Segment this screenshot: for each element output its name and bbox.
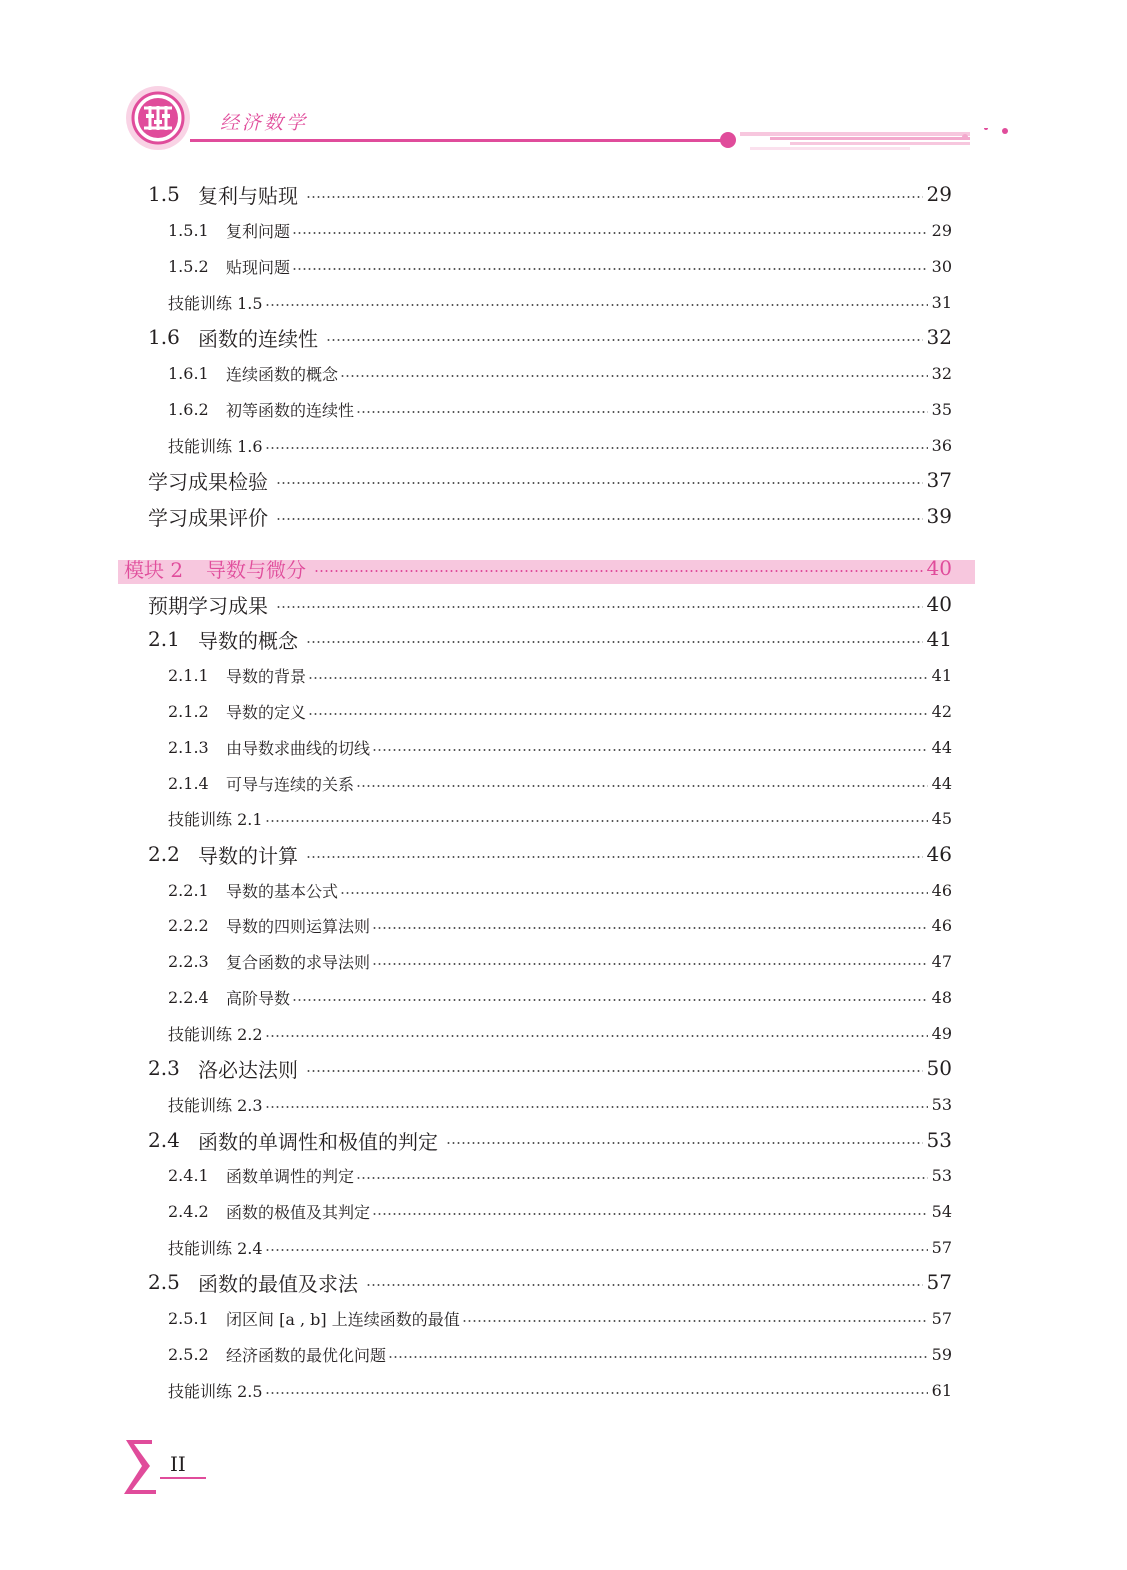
toc-entry-title: 闭区间 [a , b] 上连续函数的最值	[226, 1309, 460, 1329]
toc-entry-page: 49	[931, 1023, 952, 1043]
toc-dot-leader	[265, 284, 928, 320]
toc-entry-title: 复利问题	[226, 221, 291, 241]
toc-entry-number: 2.5.1	[168, 1308, 209, 1328]
toc-dot-leader	[292, 248, 928, 284]
toc-entry-page: 42	[931, 701, 952, 721]
toc-dot-leader	[372, 729, 928, 765]
toc-entry-number: 1.5.2	[168, 256, 209, 276]
toc-entry-number: 2.2.3	[168, 951, 209, 971]
toc-dot-leader	[276, 462, 923, 498]
toc-entry-line	[168, 1157, 952, 1193]
toc-entry-number: 1.5.1	[168, 220, 209, 240]
toc-entry-number: 2.1.4	[168, 773, 209, 793]
toc-dot-leader	[265, 1015, 928, 1051]
toc-entry[interactable]	[0, 1157, 1127, 1193]
toc-entry[interactable]	[0, 657, 1127, 693]
toc-entry-line	[168, 1193, 952, 1229]
toc-dot-leader	[372, 943, 928, 979]
toc-entry-line	[168, 1300, 952, 1336]
toc-entry-page: 41	[931, 665, 952, 685]
toc-entry-page: 48	[931, 987, 952, 1007]
toc-entry-page: 29	[931, 220, 952, 240]
toc-entry-line	[168, 1229, 952, 1265]
toc-entry[interactable]	[0, 498, 1127, 534]
toc-entry-number: 1.6	[148, 325, 180, 349]
toc-entry-title: 复合函数的求导法则	[226, 952, 371, 972]
toc-dot-leader	[308, 693, 928, 729]
toc-dot-leader	[366, 1264, 923, 1300]
toc-entry-title: 导数的四则运算法则	[226, 916, 371, 936]
toc-entry-title: 可导与连续的关系	[226, 774, 355, 794]
toc-entry-title: 技能训练 2.1	[168, 809, 263, 829]
toc-entry-page: 59	[931, 1344, 952, 1364]
toc-entry-line	[148, 1050, 952, 1086]
toc-entry-page: 44	[931, 773, 952, 793]
toc-entry-number: 2.4.2	[168, 1201, 209, 1221]
toc-entry-title: 函数的最值及求法	[198, 1271, 358, 1296]
toc-entry-title: 导数的计算	[198, 843, 298, 868]
toc-entry-line	[148, 621, 952, 657]
toc-entry-title: 复利与贴现	[198, 183, 298, 208]
toc-entry-title: 技能训练 1.6	[168, 436, 263, 456]
toc-entry-line	[148, 1122, 952, 1158]
toc-entry-page: 36	[931, 435, 952, 455]
toc-entry[interactable]	[0, 462, 1127, 498]
toc-entry-line	[168, 391, 952, 427]
toc-dot-leader	[306, 1050, 923, 1086]
toc-entry-page: 53	[931, 1094, 952, 1114]
page-header	[0, 0, 1127, 170]
sigma-icon	[120, 1432, 210, 1502]
toc-entry-title: 学习成果检验	[148, 469, 268, 494]
toc-entry-line	[148, 836, 952, 872]
toc-entry-line	[168, 355, 952, 391]
toc-entry-page: 40	[926, 592, 952, 616]
toc-entry-title: 技能训练 2.4	[168, 1238, 263, 1258]
toc-entry[interactable]	[0, 319, 1127, 355]
toc-entry-page: 46	[931, 915, 952, 935]
toc-dot-leader	[340, 872, 928, 908]
toc-entry-title: 技能训练 2.5	[168, 1381, 263, 1401]
toc-entry-page: 45	[931, 808, 952, 828]
toc-entry-title: 学习成果评价	[148, 505, 268, 530]
toc-entry-number: 2.4.1	[168, 1165, 209, 1185]
toc-entry-title: 导数的概念	[198, 628, 298, 653]
toc-entry-page: 50	[926, 1056, 952, 1080]
toc-entry-title: 贴现问题	[226, 257, 291, 277]
toc-dot-leader	[388, 1336, 928, 1372]
toc-entry[interactable]	[0, 872, 1127, 908]
toc-entry-line	[168, 693, 952, 729]
toc-dot-leader	[340, 355, 928, 391]
toc-entry-page: 54	[931, 1201, 952, 1221]
toc-entry[interactable]	[0, 1336, 1127, 1372]
toc-entry-page: 53	[926, 1128, 952, 1152]
toc-entry-line	[148, 176, 952, 212]
toc-dot-leader	[356, 1157, 928, 1193]
toc-entry-page: 46	[926, 842, 952, 866]
toc-dot-leader	[265, 1229, 928, 1265]
toc-entry-line	[148, 1264, 952, 1300]
toc-entry-page: 35	[931, 399, 952, 419]
toc-entry-line	[168, 427, 952, 463]
toc-entry-line	[168, 1336, 952, 1372]
toc-dot-leader	[265, 427, 928, 463]
toc-entry-title: 预期学习成果	[148, 593, 268, 618]
toc-entry[interactable]	[0, 176, 1127, 212]
toc-entry[interactable]	[0, 284, 1127, 320]
toc-entry-line	[168, 943, 952, 979]
toc-dot-leader	[306, 176, 923, 212]
toc-dot-leader	[326, 319, 923, 355]
toc-entry[interactable]	[0, 1264, 1127, 1300]
toc-entry[interactable]	[0, 1193, 1127, 1229]
header-rule	[190, 128, 1040, 158]
toc-entry-page: 30	[931, 256, 952, 276]
toc-entry-number: 2.3	[148, 1056, 180, 1080]
toc-entry-page: 41	[926, 627, 952, 651]
toc-entry[interactable]	[0, 836, 1127, 872]
toc-entry-line	[168, 248, 952, 284]
toc-entry[interactable]	[0, 248, 1127, 284]
toc-entry-line	[168, 1086, 952, 1122]
toc-entry-page: 57	[931, 1308, 952, 1328]
toc-dot-leader	[292, 979, 928, 1015]
toc-dot-leader	[292, 212, 928, 248]
toc-entry-title: 洛必达法则	[198, 1057, 298, 1082]
book-title: 经济数学	[220, 112, 309, 134]
toc-entry-line	[168, 284, 952, 320]
toc-entry-page: 47	[931, 951, 952, 971]
toc-entry-line	[168, 1372, 952, 1408]
toc-entry-title: 初等函数的连续性	[226, 400, 355, 420]
toc-entry[interactable]	[0, 391, 1127, 427]
toc-entry[interactable]	[0, 355, 1127, 391]
toc-entry-line	[168, 979, 952, 1015]
toc-entry-number: 1.6.2	[168, 399, 209, 419]
toc-entry[interactable]	[0, 1122, 1127, 1158]
toc-entry[interactable]	[0, 1229, 1127, 1265]
toc-entry-number: 2.5.2	[168, 1344, 209, 1364]
toc-entry[interactable]	[0, 729, 1127, 765]
toc-dot-leader	[265, 800, 928, 836]
toc-entry-number: 2.5	[148, 1270, 180, 1294]
toc-entry-title: 导数的定义	[226, 702, 307, 722]
toc-entry-page: 46	[931, 880, 952, 900]
toc-dot-leader	[372, 907, 928, 943]
toc-entry[interactable]	[0, 621, 1127, 657]
toc-entry-title: 经济函数的最优化问题	[226, 1345, 387, 1365]
toc-dot-leader	[276, 498, 923, 534]
toc-entry[interactable]	[0, 427, 1127, 463]
toc-dot-leader	[314, 550, 923, 586]
toc-dot-leader	[308, 657, 928, 693]
toc-entry-number: 2.1.3	[168, 737, 209, 757]
toc-entry[interactable]	[0, 765, 1127, 801]
toc-entry-page: 32	[926, 325, 952, 349]
toc-entry[interactable]	[0, 1015, 1127, 1051]
toc-entry-line	[124, 550, 952, 586]
toc-entry-line	[168, 657, 952, 693]
toc-entry-number: 模块 2	[124, 557, 184, 582]
toc-entry[interactable]	[0, 1050, 1127, 1086]
toc-entry-title: 技能训练 2.3	[168, 1095, 263, 1115]
toc-entry-line	[168, 800, 952, 836]
toc-entry-title: 函数的单调性和极值的判定	[198, 1129, 438, 1154]
toc-dot-leader	[356, 765, 928, 801]
toc-dot-leader	[276, 586, 923, 622]
toc-entry-number: 2.2.4	[168, 987, 209, 1007]
toc-entry-number: 2.2.1	[168, 880, 209, 900]
toc-entry-title: 技能训练 2.2	[168, 1024, 263, 1044]
toc-entry-page: 37	[926, 468, 952, 492]
toc-entry-line	[148, 319, 952, 355]
toc-entry-page: 40	[926, 556, 952, 580]
toc-entry[interactable]	[0, 943, 1127, 979]
toc-entry-number: 2.1.2	[168, 701, 209, 721]
toc-dot-leader	[446, 1122, 923, 1158]
toc-entry-title: 导数与微分	[206, 557, 306, 582]
toc-dot-leader	[306, 836, 923, 872]
toc-entry[interactable]	[0, 1086, 1127, 1122]
toc-entry[interactable]	[0, 800, 1127, 836]
toc-entry-line	[168, 729, 952, 765]
toc-entry-line	[168, 212, 952, 248]
toc-entry-title: 导数的背景	[226, 666, 307, 686]
page-number: II	[170, 1452, 186, 1476]
toc-entry-page: 57	[931, 1237, 952, 1257]
toc-entry-page: 44	[931, 737, 952, 757]
toc-entry[interactable]	[0, 693, 1127, 729]
toc-entry-line	[148, 586, 952, 622]
toc-entry-number: 2.2	[148, 842, 180, 866]
toc-entry[interactable]	[0, 979, 1127, 1015]
toc-dot-leader	[462, 1300, 928, 1336]
toc-entry-page: 29	[926, 182, 952, 206]
toc-dot-leader	[356, 391, 928, 427]
toc-entry-page: 57	[926, 1270, 952, 1294]
abacus-icon	[124, 84, 192, 152]
toc-entry-page: 53	[931, 1165, 952, 1185]
toc-dot-leader	[372, 1193, 928, 1229]
toc-dot-leader	[306, 621, 923, 657]
toc-entry[interactable]	[0, 212, 1127, 248]
toc-entry-title: 函数的连续性	[198, 326, 318, 351]
toc-entry-number: 2.2.2	[168, 915, 209, 935]
toc-entry-title: 高阶导数	[226, 988, 291, 1008]
toc-entry[interactable]	[0, 1300, 1127, 1336]
toc-entry-number: 2.4	[148, 1128, 180, 1152]
toc-entry-number: 2.1	[148, 627, 180, 651]
toc-entry-title: 函数单调性的判定	[226, 1166, 355, 1186]
toc-entry[interactable]	[0, 1372, 1127, 1408]
toc-entry-number: 1.5	[148, 182, 180, 206]
toc-entry-line	[168, 907, 952, 943]
toc-entry-number: 2.1.1	[168, 665, 209, 685]
toc-entry[interactable]	[0, 586, 1127, 622]
toc-entry-line	[168, 872, 952, 908]
toc-entry-number: 1.6.1	[168, 363, 209, 383]
toc-entry-page: 61	[931, 1380, 952, 1400]
toc-entry-page: 39	[926, 504, 952, 528]
toc-module-heading[interactable]	[0, 550, 1127, 586]
toc-entry-title: 技能训练 1.5	[168, 293, 263, 313]
toc-entry-title: 连续函数的概念	[226, 364, 339, 384]
toc-entry-page: 32	[931, 363, 952, 383]
toc-entry-title: 函数的极值及其判定	[226, 1202, 371, 1222]
toc-entry-line	[148, 498, 952, 534]
toc-entry-line	[168, 765, 952, 801]
toc-entry-title: 由导数求曲线的切线	[226, 738, 371, 758]
toc-entry-title: 导数的基本公式	[226, 881, 339, 901]
toc-entry-line	[148, 462, 952, 498]
toc-dot-leader	[265, 1372, 928, 1408]
toc-entry-page: 31	[931, 292, 952, 312]
toc-entry[interactable]	[0, 907, 1127, 943]
toc-dot-leader	[265, 1086, 928, 1122]
toc-entry-line	[168, 1015, 952, 1051]
